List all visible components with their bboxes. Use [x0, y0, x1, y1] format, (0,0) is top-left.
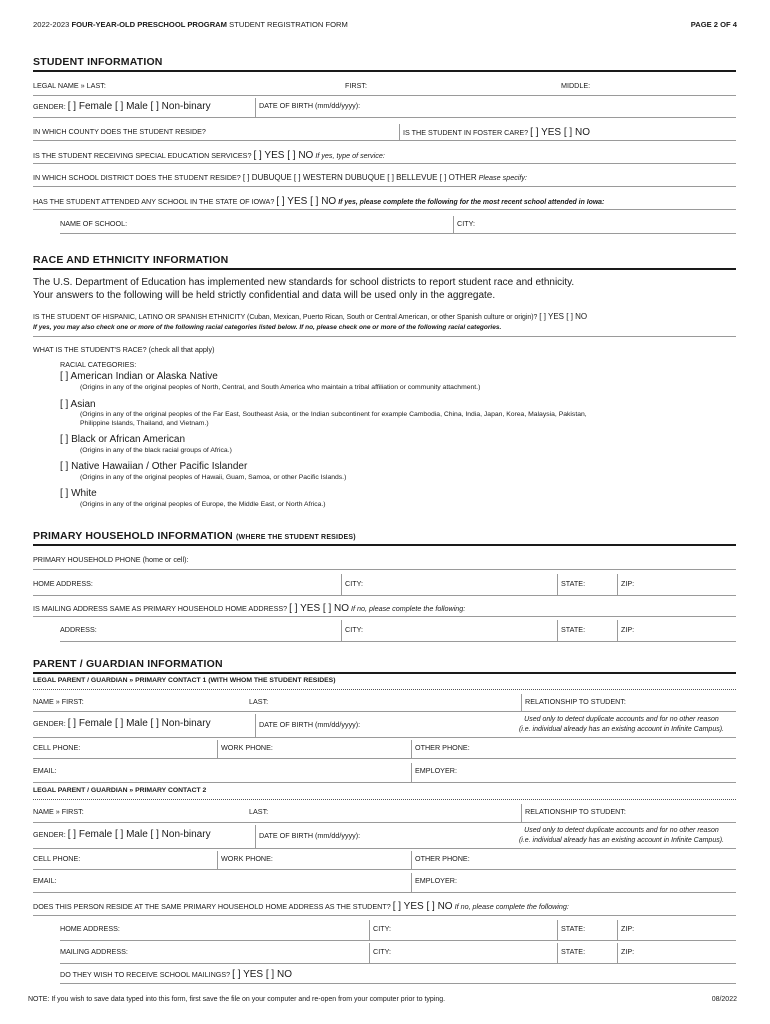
district-row — [33, 170, 736, 187]
section-rule — [33, 268, 736, 270]
contact2-dob-field[interactable]: DATE OF BIRTH (mm/dd/yyyy): — [255, 825, 360, 848]
student-section-title: STUDENT INFORMATION — [33, 56, 163, 68]
hispanic-label: IS THE STUDENT OF HISPANIC, LATINO OR SPANISH ETHNICITY (Cuban, Mexican, Puerto Rican, South or Central American, or other Spanish culture or origin)? — [33, 314, 538, 321]
same-address-field[interactable] — [33, 898, 569, 915]
gender-options[interactable]: [ ] Female [ ] Male [ ] Non-binary — [67, 829, 211, 840]
contact2-email-row — [33, 873, 736, 893]
section-rule — [33, 70, 736, 72]
sped-field[interactable] — [33, 147, 385, 163]
duplicate-note — [519, 714, 724, 737]
gender-label: GENDER: — [33, 102, 66, 111]
contact2-mailing-city-field[interactable]: CITY: — [369, 943, 391, 963]
contact2-heading: LEGAL PARENT / GUARDIAN » PRIMARY CONTACT 2 — [33, 787, 736, 800]
form-name: STUDENT REGISTRATION FORM — [229, 20, 348, 29]
contact1-name-row — [33, 694, 736, 712]
same-address-options[interactable]: [ ] YES [ ] NO — [392, 901, 453, 912]
district-label: IN WHICH SCHOOL DISTRICT DOES THE STUDENT RESIDE? — [33, 173, 241, 182]
contact2-name-row — [33, 804, 736, 823]
gender-options[interactable]: [ ] Female [ ] Male [ ] Non-binary — [67, 718, 211, 729]
page-footer — [28, 996, 737, 1003]
foster-field[interactable] — [399, 124, 590, 140]
contact1-email-field[interactable]: EMAIL: — [33, 766, 57, 775]
attended-row — [33, 193, 736, 210]
race-note: (Origins in any of the original peoples of Europe, the Middle East, or North Africa.) — [80, 501, 326, 508]
contact2-mailing-row — [60, 943, 736, 964]
mailing-same-options[interactable]: [ ] YES [ ] NO — [289, 603, 350, 614]
race-intro-2: Your answers to the following will be held strictly confidential and data will be used only in the aggregate. — [33, 290, 496, 301]
contact1-work-field[interactable]: WORK PHONE: — [217, 740, 273, 758]
school-row — [60, 216, 736, 234]
sped-options[interactable]: [ ] YES [ ] NO — [253, 150, 314, 161]
gender-field[interactable] — [33, 98, 255, 117]
mailing-same-field[interactable] — [33, 600, 465, 616]
contact1-gender-field[interactable] — [33, 714, 211, 737]
gender-options[interactable]: [ ] Female [ ] Male [ ] Non-binary — [67, 101, 211, 112]
mailings-row — [60, 966, 736, 984]
contact1-gender-row — [33, 714, 736, 738]
district-note: Please specify: — [478, 173, 527, 182]
household-phone-row — [33, 552, 736, 570]
mailing-city-field[interactable]: CITY: — [341, 620, 363, 641]
contact1-heading: LEGAL PARENT / GUARDIAN » PRIMARY CONTACT 1 (WITH WHOM THE STUDENT RESIDES) — [33, 677, 736, 690]
contact1-phones-row — [33, 740, 736, 759]
home-state-field[interactable]: STATE: — [557, 574, 585, 595]
contact2-email-field[interactable]: EMAIL: — [33, 876, 57, 885]
contact1-other-field[interactable]: OTHER PHONE: — [411, 740, 470, 758]
attended-options[interactable]: [ ] YES [ ] NO — [276, 196, 337, 207]
duplicate-note-line: (i.e. individual already has an existing account in Infinite Campus). — [518, 726, 724, 733]
parent-section-title: PARENT / GUARDIAN INFORMATION — [33, 658, 223, 670]
household-title: PRIMARY HOUSEHOLD INFORMATION — [33, 530, 233, 542]
dob-field[interactable]: DATE OF BIRTH (mm/dd/yyyy): — [255, 98, 360, 117]
duplicate-note — [519, 825, 724, 848]
mailing-same-label: IS MAILING ADDRESS SAME AS PRIMARY HOUSEHOLD HOME ADDRESS? — [33, 604, 288, 613]
home-address-field[interactable]: HOME ADDRESS: — [33, 579, 93, 588]
race-note: (Origins in any of the original peoples of Hawaii, Guam, Samoa, or other Pacific Islands.) — [80, 474, 347, 481]
foster-label: IS THE STUDENT IN FOSTER CARE? — [403, 128, 529, 137]
contact1-email-row — [33, 763, 736, 783]
county-row — [33, 124, 736, 141]
gender-label: GENDER: — [33, 719, 66, 728]
race-note: Philippine Islands, Thailand, and Vietnam.) — [80, 420, 209, 427]
household-title-note: (WHERE THE STUDENT RESIDES) — [235, 534, 356, 541]
contact2-gender-field[interactable] — [33, 825, 211, 848]
mailing-zip-field[interactable]: ZIP: — [617, 620, 634, 641]
district-options[interactable]: [ ] DUBUQUE [ ] WESTERN DUBUQUE [ ] BELLEVUE [ ] OTHER — [242, 173, 477, 182]
last-name-field[interactable]: LEGAL NAME » LAST: — [33, 81, 106, 90]
gender-label: GENDER: — [33, 830, 66, 839]
contact2-last-field[interactable]: LAST: — [249, 807, 269, 816]
race-option-pacific-islander[interactable]: [ ] Native Hawaiian / Other Pacific Islander — [60, 461, 248, 472]
contact2-mailing-field[interactable]: MAILING ADDRESS: — [60, 947, 128, 956]
home-zip-field[interactable]: ZIP: — [617, 574, 634, 595]
mailing-state-field[interactable]: STATE: — [557, 620, 585, 641]
race-question: WHAT IS THE STUDENT'S RACE? (check all that apply) — [33, 345, 215, 354]
race-note: (Origins in any of the black racial groups of Africa.) — [80, 447, 232, 454]
sped-row — [33, 147, 736, 164]
mailing-address-row — [60, 620, 736, 642]
race-option-white[interactable]: [ ] White — [60, 488, 97, 499]
household-phone-field[interactable]: PRIMARY HOUSEHOLD PHONE (home or cell): — [33, 555, 189, 564]
contact2-work-field[interactable]: WORK PHONE: — [217, 851, 273, 869]
contact2-home-city-field[interactable]: CITY: — [369, 920, 391, 940]
mailing-note: If no, please complete the following: — [351, 604, 466, 613]
race-option-black[interactable]: [ ] Black or African American — [60, 434, 186, 445]
mailings-field[interactable] — [60, 966, 292, 983]
school-city-field[interactable]: CITY: — [453, 216, 475, 233]
page-number: PAGE 2 OF 4 — [690, 20, 737, 29]
contact2-gender-row — [33, 825, 736, 849]
mailings-label: DO THEY WISH TO RECEIVE SCHOOL MAILINGS? — [60, 970, 231, 979]
mailing-address-field[interactable]: ADDRESS: — [60, 625, 97, 634]
home-city-field[interactable]: CITY: — [341, 574, 363, 595]
household-section-title — [33, 530, 356, 542]
program-name: FOUR-YEAR-OLD PRESCHOOL PROGRAM — [71, 20, 227, 29]
middle-name-field[interactable]: MIDDLE: — [561, 81, 591, 90]
race-note: (Origins in any of the original peoples of the Far East, Southeast Asia, or the Indian subcontinent for example Cambodia, China, India, Japan, Korea, Malaysia, Pakistan, — [80, 411, 587, 418]
page-header — [33, 20, 737, 29]
hispanic-question[interactable] — [33, 312, 736, 321]
district-field[interactable] — [33, 170, 527, 186]
contact2-employer-field[interactable]: EMPLOYER: — [411, 873, 457, 892]
contact2-first-field[interactable]: NAME » FIRST: — [33, 807, 84, 816]
duplicate-note-line: Used only to detect duplicate accounts and for no other reason — [524, 716, 719, 723]
attended-note: If yes, please complete the following for the most recent school attended in Iowa: — [338, 199, 605, 206]
contact1-last-field[interactable]: LAST: — [249, 697, 269, 706]
contact2-home-field[interactable]: HOME ADDRESS: — [60, 924, 120, 933]
gender-dob-row — [33, 98, 736, 118]
hispanic-options[interactable]: [ ] YES [ ] NO — [539, 312, 588, 321]
mailing-same-row — [33, 600, 736, 617]
contact1-cell-field[interactable]: CELL PHONE: — [33, 743, 81, 752]
duplicate-note-line: Used only to detect duplicate accounts and for no other reason — [524, 827, 719, 834]
foster-options[interactable]: [ ] YES [ ] NO — [530, 127, 590, 138]
attended-field[interactable] — [33, 193, 604, 209]
sped-label: IS THE STUDENT RECEIVING SPECIAL EDUCATION SERVICES? — [33, 151, 252, 160]
duplicate-note-line: (i.e. individual already has an existing account in Infinite Campus). — [518, 837, 724, 844]
race-option-american-indian[interactable]: [ ] American Indian or Alaska Native — [60, 371, 218, 382]
contact2-cell-field[interactable]: CELL PHONE: — [33, 854, 81, 863]
mailings-options[interactable]: [ ] YES [ ] NO — [232, 969, 292, 980]
footer-note: NOTE: If you wish to save data typed into this form, first save the file on your computer and re-open from your computer prior to typing. — [28, 996, 446, 1003]
contact2-home-state-field[interactable]: STATE: — [557, 920, 585, 940]
sped-note: If yes, type of service: — [315, 151, 385, 160]
racial-categories-label: RACIAL CATEGORIES: — [60, 360, 137, 369]
contact1-first-field[interactable]: NAME » FIRST: — [33, 697, 84, 706]
contact2-mailing-state-field[interactable]: STATE: — [557, 943, 585, 963]
race-section-title: RACE AND ETHNICITY INFORMATION — [33, 254, 229, 266]
contact1-dob-field[interactable]: DATE OF BIRTH (mm/dd/yyyy): — [255, 714, 360, 737]
form-year: 2022-2023 — [33, 20, 70, 29]
contact1-employer-field[interactable]: EMPLOYER: — [411, 763, 457, 782]
form-title — [33, 20, 348, 29]
contact2-phones-row — [33, 851, 736, 870]
section-rule — [33, 544, 736, 546]
first-name-field[interactable]: FIRST: — [345, 81, 367, 90]
school-name-field[interactable]: NAME OF SCHOOL: — [60, 219, 128, 228]
contact1-relationship-field[interactable]: RELATIONSHIP TO STUDENT: — [521, 694, 626, 711]
same-address-note: If no, please complete the following: — [454, 902, 569, 911]
contact2-mailing-zip-field[interactable]: ZIP: — [617, 943, 634, 963]
race-note: (Origins in any of the original peoples of North, Central, and South America who maintain a tribal affiliation or community attachment.) — [80, 384, 481, 391]
contact2-home-zip-field[interactable]: ZIP: — [617, 920, 634, 940]
contact2-home-row — [60, 920, 736, 941]
footer-date: 08/2022 — [711, 996, 737, 1003]
section-rule — [33, 672, 736, 674]
same-address-row — [33, 898, 736, 916]
county-field[interactable]: IN WHICH COUNTY DOES THE STUDENT RESIDE? — [33, 127, 206, 136]
same-address-label: DOES THIS PERSON RESIDE AT THE SAME PRIMARY HOUSEHOLD HOME ADDRESS AS THE STUDENT? — [33, 902, 391, 911]
home-address-row — [33, 574, 736, 596]
contact2-other-field[interactable]: OTHER PHONE: — [411, 851, 470, 869]
race-option-asian[interactable]: [ ] Asian — [60, 399, 96, 410]
race-intro-1: The U.S. Department of Education has implemented new standards for school districts to report student race and ethnicity. — [33, 277, 575, 288]
legal-name-row — [33, 78, 736, 96]
attended-label: HAS THE STUDENT ATTENDED ANY SCHOOL IN THE STATE OF IOWA? — [33, 197, 275, 206]
contact2-relationship-field[interactable]: RELATIONSHIP TO STUDENT: — [521, 804, 626, 822]
hispanic-note: If yes, you may also check one or more of the following racial categories listed below. If no, please check one or more of the following racial categories. — [33, 324, 736, 337]
